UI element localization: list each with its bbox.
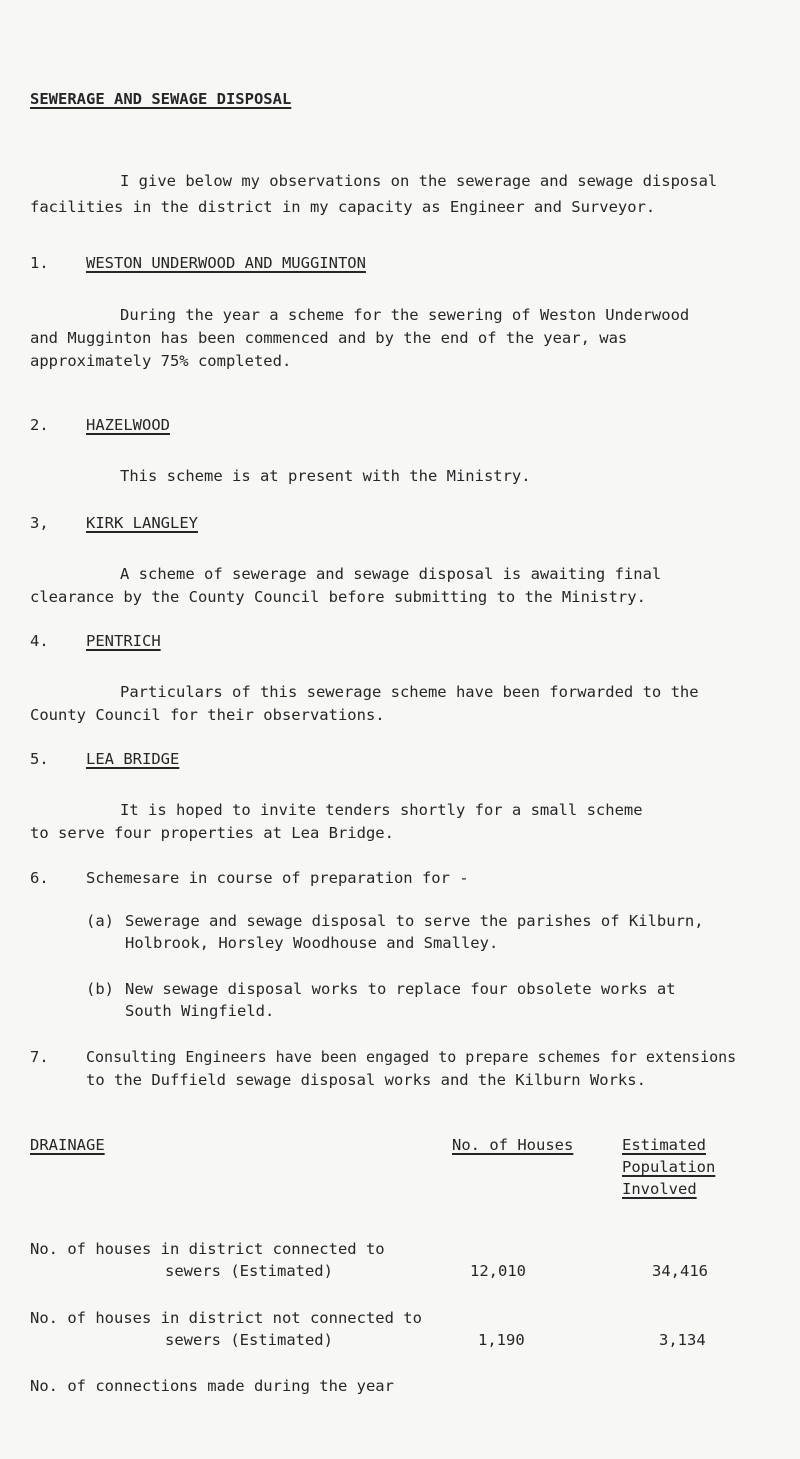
section-heading: KIRK LANGLEY bbox=[86, 514, 198, 532]
sub-item-text: New sewage disposal works to replace four obsolete works at bbox=[125, 980, 676, 998]
intro-line-2: facilities in the district in my capacity as Engineer and Surveyor. bbox=[30, 198, 656, 216]
section-text: and Mugginton has been commenced and by the end of the year, was bbox=[30, 329, 628, 347]
item-text: Consulting Engineers have been engaged to prepare schemes for extensions bbox=[86, 1048, 737, 1066]
sub-item-label: (a) bbox=[86, 912, 114, 930]
sub-item-text: Holbrook, Horsley Woodhouse and Smalley. bbox=[125, 934, 499, 952]
population-column-header: Involved bbox=[622, 1180, 697, 1198]
houses-value: 12,010 bbox=[470, 1262, 526, 1280]
sub-item-text: South Wingfield. bbox=[125, 1002, 275, 1020]
drainage-heading: DRAINAGE bbox=[30, 1136, 105, 1154]
section-number: 5. bbox=[30, 750, 49, 768]
population-value: 3,134 bbox=[659, 1331, 706, 1349]
section-text: County Council for their observations. bbox=[30, 706, 385, 724]
section-text: During the year a scheme for the sewering of Weston Underwood bbox=[120, 306, 690, 324]
houses-column-header: No. of Houses bbox=[452, 1136, 574, 1154]
section-text: It is hoped to invite tenders shortly for a small scheme bbox=[120, 801, 643, 819]
section-number: 3, bbox=[30, 514, 49, 532]
section-text: This scheme is at present with the Ministry. bbox=[120, 467, 531, 485]
item-text: Schemesare in course of preparation for - bbox=[86, 869, 469, 887]
population-value: 34,416 bbox=[652, 1262, 708, 1280]
section-text: clearance by the County Council before submitting to the Ministry. bbox=[30, 588, 646, 606]
section-heading: LEA BRIDGE bbox=[86, 750, 180, 768]
table-row-label: No. of houses in district connected to bbox=[30, 1240, 385, 1258]
section-number: 1. bbox=[30, 254, 49, 272]
section-text: Particulars of this sewerage scheme have been forwarded to the bbox=[120, 683, 699, 701]
table-row-label: No. of houses in district not connected to bbox=[30, 1309, 422, 1327]
sub-item-text: Sewerage and sewage disposal to serve the parishes of Kilburn, bbox=[125, 912, 704, 930]
houses-value: 1,190 bbox=[478, 1331, 525, 1349]
section-heading: WESTON UNDERWOOD AND MUGGINTON bbox=[86, 254, 366, 272]
section-text: to serve four properties at Lea Bridge. bbox=[30, 824, 394, 842]
section-text: approximately 75% completed. bbox=[30, 352, 292, 370]
section-text: A scheme of sewerage and sewage disposal is awaiting final bbox=[120, 565, 662, 583]
intro-line-1: I give below my observations on the sewerage and sewage disposal bbox=[120, 172, 718, 190]
item-number: 7. bbox=[30, 1048, 49, 1066]
section-number: 2. bbox=[30, 416, 49, 434]
item-text: to the Duffield sewage disposal works and the Kilburn Works. bbox=[86, 1071, 646, 1089]
population-column-header: Population bbox=[622, 1158, 716, 1176]
table-row-label: sewers (Estimated) bbox=[165, 1262, 333, 1280]
population-column-header: Estimated bbox=[622, 1136, 706, 1154]
bleed-through-text bbox=[420, 92, 429, 110]
item-number: 6. bbox=[30, 869, 49, 887]
sub-item-label: (b) bbox=[86, 980, 114, 998]
section-number: 4. bbox=[30, 632, 49, 650]
page-title: SEWERAGE AND SEWAGE DISPOSAL bbox=[30, 90, 292, 108]
section-heading: HAZELWOOD bbox=[86, 416, 170, 434]
table-row-label: sewers (Estimated) bbox=[165, 1331, 333, 1349]
section-heading: PENTRICH bbox=[86, 632, 161, 650]
connections-label: No. of connections made during the year bbox=[30, 1377, 394, 1395]
